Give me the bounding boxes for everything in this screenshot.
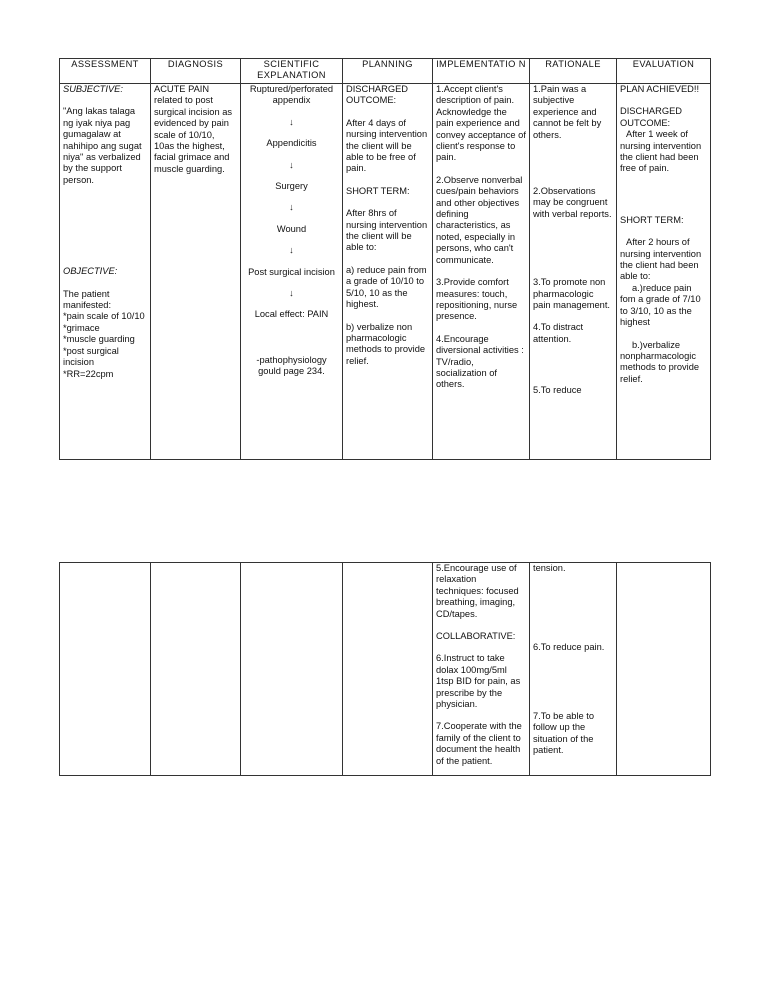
- subjective-label: SUBJECTIVE:: [63, 84, 123, 94]
- implementation-item-3: 3.Provide comfort measures: touch, repositioning, nurse presence.: [436, 277, 518, 322]
- manifestation-item: *pain scale of 10/10: [63, 311, 145, 322]
- implementation-item-5: 5.Encourage use of relaxation techniques: focused breathing, imaging, CD/tapes.: [436, 563, 519, 619]
- implementation-item-1: 1.Accept client's description of pain. Acknowledge the pain experience and convey acceptance of client's response to pain.: [436, 84, 526, 163]
- planning-short-text: After 8hrs of nursing intervention the client will be able to:: [346, 208, 428, 253]
- planning-goal-b: b) verbalize non pharmacologic methods to provide relief.: [346, 321, 426, 366]
- planning-discharged-text: After 4 days of nursing intervention the client will be able to be free of pain.: [346, 117, 428, 174]
- rationale-item-5-continued: tension.: [533, 563, 566, 573]
- care-plan-table-page-2: [59, 562, 711, 776]
- reference-note: -pathophysiology gould page 234.: [256, 354, 327, 377]
- evaluation-result-b: b.)verbalize nonpharmacologic methods to provide relief.: [620, 339, 700, 384]
- manifestation-item: *post surgical incision: [63, 345, 119, 368]
- header-scientific-explanation: SCIENTIFIC EXPLANATION: [241, 59, 343, 84]
- down-arrow-icon: ↓: [289, 116, 294, 127]
- implementation-item-7: 7.Cooperate with the family of the client to document the health of the patient.: [436, 721, 522, 766]
- flow-step: Local effect: PAIN: [254, 309, 329, 320]
- rationale-item-5: 5.To reduce: [533, 385, 582, 396]
- diagnosis-cell-continued: [151, 563, 241, 776]
- scientific-explanation-cell-continued: [241, 563, 343, 776]
- rationale-cell: [530, 84, 617, 460]
- rationale-item-7: 7.To be able to follow up the situation of the patient.: [533, 710, 594, 756]
- subjective-quote: "Ang lakas talaga ng iyak niya pag gumagalaw at nahihipo ang sugat niya" as verbalized by the support person.: [63, 106, 142, 185]
- planning-goal-a: a) reduce pain from a grade of 10/10 to 5/10, 10 as the highest.: [346, 264, 427, 310]
- rationale-item-1: 1.Pain was a subjective experience and cannot be felt by others.: [533, 84, 602, 140]
- evaluation-result-a: a.)reduce pain fom a grade of 7/10 to 3/10, 10 as the highest: [620, 282, 701, 328]
- body-row-1: [60, 84, 711, 460]
- diagnosis-text: ACUTE PAIN related to post surgical incision as evidenced by pain scale of 10/10, 10as the highest, facial grimace and muscle guarding.: [154, 84, 233, 174]
- implementation-item-6: 6.Instruct to take dolax 100mg/5ml 1tsp BID for pain, as prescribe by the physician.: [436, 653, 521, 710]
- objective-label: OBJECTIVE:: [63, 266, 118, 277]
- planning-discharged-label: DISCHARGED OUTCOME:: [346, 84, 408, 106]
- collaborative-label: COLLABORATIVE:: [436, 631, 516, 642]
- header-planning: PLANNING: [343, 59, 433, 84]
- evaluation-cell-continued: [617, 563, 711, 776]
- down-arrow-icon: ↓: [289, 159, 294, 170]
- implementation-cell: [433, 84, 530, 460]
- implementation-item-4: 4.Encourage diversional activities : TV/radio, socialization of others.: [436, 333, 524, 390]
- evaluation-discharged-label: DISCHARGED OUTCOME:: [620, 106, 682, 128]
- flow-step: Ruptured/perforated appendix: [249, 84, 334, 106]
- header-assessment: ASSESSMENT: [60, 59, 151, 84]
- header-diagnosis: DIAGNOSIS: [151, 59, 241, 84]
- header-rationale: RATIONALE: [530, 59, 617, 84]
- flow-step: Wound: [276, 223, 307, 234]
- rationale-item-6: 6.To reduce pain.: [533, 642, 605, 653]
- flow-step: Surgery: [275, 181, 308, 192]
- scientific-explanation-cell: [241, 84, 343, 460]
- implementation-cell-continued: [433, 563, 530, 776]
- down-arrow-icon: ↓: [289, 202, 294, 213]
- planning-cell: [343, 84, 433, 460]
- rationale-item-4: 4.To distract attention.: [533, 322, 584, 344]
- rationale-item-2: 2.Observations may be congruent with verbal reports.: [533, 186, 612, 219]
- planning-cell-continued: [343, 563, 433, 776]
- evaluation-discharged-text: After 1 week of nursing intervention the client had been free of pain.: [620, 129, 702, 174]
- evaluation-plan: PLAN ACHIEVED!!: [620, 84, 700, 94]
- manifestation-item: *grimace: [63, 322, 100, 333]
- care-plan-table-page-1: [59, 58, 711, 460]
- header-evaluation: EVALUATION: [617, 59, 711, 84]
- manifested-intro: The patient manifested:: [63, 288, 112, 311]
- manifestation-item: *muscle guarding: [63, 334, 135, 345]
- implementation-item-2: 2.Observe nonverbal cues/pain behaviors and other objectives defining characteristics, as noted, especially in persons, who can't communicate.: [436, 174, 523, 265]
- flow-step: Appendicitis: [266, 138, 317, 149]
- manifestation-item: *RR=22cpm: [63, 368, 114, 379]
- evaluation-short-text: After 2 hours of nursing intervention the client had been able to:: [620, 237, 702, 282]
- diagnosis-cell: [151, 84, 241, 460]
- body-row-2: [60, 563, 711, 776]
- evaluation-short-label: SHORT TERM:: [620, 214, 684, 225]
- rationale-cell-continued: [530, 563, 617, 776]
- down-arrow-icon: ↓: [289, 288, 294, 299]
- assessment-cell-continued: [60, 563, 151, 776]
- header-implementation: IMPLEMENTATIO N: [433, 59, 530, 84]
- planning-short-label: SHORT TERM:: [346, 185, 410, 196]
- flow-step: Post surgical incision: [248, 266, 335, 277]
- header-row: [60, 59, 711, 84]
- rationale-item-3: 3.To promote non pharmacologic pain management.: [533, 277, 611, 311]
- assessment-cell: [60, 84, 151, 460]
- evaluation-cell: [617, 84, 711, 460]
- down-arrow-icon: ↓: [289, 245, 294, 256]
